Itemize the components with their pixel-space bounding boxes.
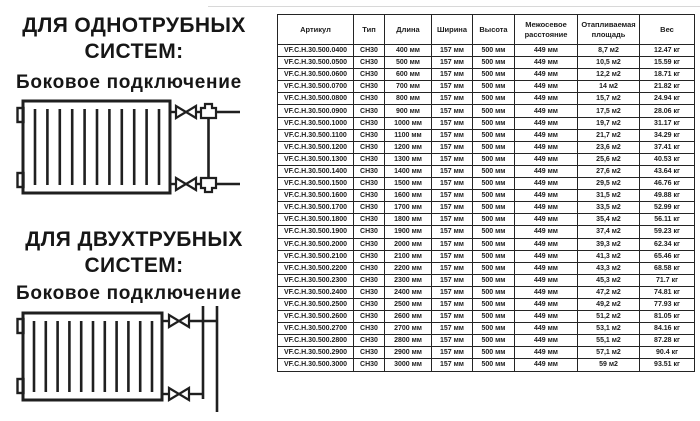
table-row (278, 129, 695, 141)
cell-heated-area: 45,3 м2 (578, 274, 640, 286)
table-row (278, 45, 695, 57)
cell-length: 1000 мм (385, 117, 432, 129)
cell-type: CH30 (354, 178, 385, 190)
cell-weight: 31.17 кг (640, 117, 695, 129)
cell-length: 800 мм (385, 93, 432, 105)
cell-axis-distance: 449 мм (515, 153, 578, 165)
cell-heated-area: 31,5 м2 (578, 190, 640, 202)
cell-height: 500 мм (473, 311, 515, 323)
cell-axis-distance: 449 мм (515, 274, 578, 286)
cell-heated-area: 12,2 м2 (578, 69, 640, 81)
cell-heated-area: 21,7 м2 (578, 129, 640, 141)
cell-type: CH30 (354, 57, 385, 69)
cell-article: VF.C.H.30.500.2900 (278, 347, 354, 359)
cell-axis-distance: 449 мм (515, 105, 578, 117)
cell-axis-distance: 449 мм (515, 45, 578, 57)
table-row (278, 311, 695, 323)
cell-height: 500 мм (473, 178, 515, 190)
table-row (278, 141, 695, 153)
table-row (278, 298, 695, 310)
cell-length: 2300 мм (385, 274, 432, 286)
cell-weight: 84.16 кг (640, 323, 695, 335)
cell-height: 500 мм (473, 165, 515, 177)
cell-width: 157 мм (432, 262, 473, 274)
cell-heated-area: 14 м2 (578, 81, 640, 93)
cell-length: 600 мм (385, 69, 432, 81)
cell-weight: 49.88 кг (640, 190, 695, 202)
cell-width: 157 мм (432, 226, 473, 238)
cell-width: 157 мм (432, 57, 473, 69)
table-row (278, 190, 695, 202)
cell-weight: 87.28 кг (640, 335, 695, 347)
cell-article: VF.C.H.30.500.1600 (278, 190, 354, 202)
cell-article: VF.C.H.30.500.0500 (278, 57, 354, 69)
cell-height: 500 мм (473, 93, 515, 105)
column-header-heated-area: Отапливаемая площадь (578, 15, 640, 45)
cell-height: 500 мм (473, 335, 515, 347)
two-pipe-diagram-svg (12, 304, 244, 416)
cell-height: 500 мм (473, 323, 515, 335)
cell-width: 157 мм (432, 335, 473, 347)
spec-table-container (277, 14, 694, 372)
cell-weight: 93.51 кг (640, 359, 695, 371)
cell-weight: 15.59 кг (640, 57, 695, 69)
cell-weight: 59.23 кг (640, 226, 695, 238)
cell-article: VF.C.H.30.500.0400 (278, 45, 354, 57)
cell-weight: 18.71 кг (640, 69, 695, 81)
cell-type: CH30 (354, 335, 385, 347)
cell-axis-distance: 449 мм (515, 202, 578, 214)
cell-height: 500 мм (473, 117, 515, 129)
cell-heated-area: 57,1 м2 (578, 347, 640, 359)
cell-axis-distance: 449 мм (515, 250, 578, 262)
cell-height: 500 мм (473, 81, 515, 93)
spec-table-body (278, 45, 695, 372)
cell-width: 157 мм (432, 178, 473, 190)
cell-weight: 43.64 кг (640, 165, 695, 177)
table-row (278, 93, 695, 105)
cell-heated-area: 59 м2 (578, 359, 640, 371)
cell-axis-distance: 449 мм (515, 286, 578, 298)
cell-article: VF.C.H.30.500.3000 (278, 359, 354, 371)
cell-width: 157 мм (432, 359, 473, 371)
table-row (278, 250, 695, 262)
cell-article: VF.C.H.30.500.1300 (278, 153, 354, 165)
table-row (278, 153, 695, 165)
section-title-single-pipe (0, 13, 268, 66)
cell-heated-area: 55,1 м2 (578, 335, 640, 347)
radiator-fins (35, 109, 159, 185)
section-subtitle-two-pipe: Боковое подключение (16, 283, 242, 304)
cell-height: 500 мм (473, 190, 515, 202)
cell-width: 157 мм (432, 81, 473, 93)
cell-heated-area: 17,5 м2 (578, 105, 640, 117)
cell-width: 157 мм (432, 105, 473, 117)
cell-type: CH30 (354, 202, 385, 214)
cell-height: 500 мм (473, 45, 515, 57)
cell-type: CH30 (354, 190, 385, 202)
cell-length: 1500 мм (385, 178, 432, 190)
cell-heated-area: 23,6 м2 (578, 141, 640, 153)
cell-height: 500 мм (473, 69, 515, 81)
cell-width: 157 мм (432, 298, 473, 310)
cell-axis-distance: 449 мм (515, 69, 578, 81)
cell-width: 157 мм (432, 347, 473, 359)
cell-article: VF.C.H.30.500.2600 (278, 311, 354, 323)
cell-axis-distance: 449 мм (515, 117, 578, 129)
cell-width: 157 мм (432, 274, 473, 286)
cell-heated-area: 41,3 м2 (578, 250, 640, 262)
radiator-left-tab-bottom (18, 173, 24, 187)
cell-weight: 74.81 кг (640, 286, 695, 298)
cell-height: 500 мм (473, 238, 515, 250)
cell-heated-area: 25,6 м2 (578, 153, 640, 165)
table-row (278, 69, 695, 81)
cell-width: 157 мм (432, 45, 473, 57)
table-row (278, 238, 695, 250)
cell-length: 900 мм (385, 105, 432, 117)
cell-weight: 21.82 кг (640, 81, 695, 93)
cell-width: 157 мм (432, 323, 473, 335)
cell-length: 2100 мм (385, 250, 432, 262)
section-title-line2: СИСТЕМ: (84, 254, 184, 278)
cell-type: CH30 (354, 81, 385, 93)
cell-weight: 65.46 кг (640, 250, 695, 262)
cell-article: VF.C.H.30.500.1400 (278, 165, 354, 177)
cell-heated-area: 33,5 м2 (578, 202, 640, 214)
cell-axis-distance: 449 мм (515, 165, 578, 177)
cell-height: 500 мм (473, 153, 515, 165)
table-row (278, 105, 695, 117)
cell-length: 2400 мм (385, 286, 432, 298)
cell-type: CH30 (354, 238, 385, 250)
cell-height: 500 мм (473, 347, 515, 359)
cell-width: 157 мм (432, 202, 473, 214)
cell-type: CH30 (354, 165, 385, 177)
cell-weight: 56.11 кг (640, 214, 695, 226)
cell-length: 2000 мм (385, 238, 432, 250)
cell-width: 157 мм (432, 69, 473, 81)
cell-weight: 40.53 кг (640, 153, 695, 165)
cell-axis-distance: 449 мм (515, 347, 578, 359)
cell-type: CH30 (354, 347, 385, 359)
cell-width: 157 мм (432, 117, 473, 129)
cell-axis-distance: 449 мм (515, 226, 578, 238)
cell-type: CH30 (354, 359, 385, 371)
cell-length: 1100 мм (385, 129, 432, 141)
cell-length: 2900 мм (385, 347, 432, 359)
cell-length: 400 мм (385, 45, 432, 57)
cell-heated-area: 19,7 м2 (578, 117, 640, 129)
cell-axis-distance: 449 мм (515, 93, 578, 105)
cell-width: 157 мм (432, 93, 473, 105)
column-header-length: Длина (385, 15, 432, 45)
cell-length: 1300 мм (385, 153, 432, 165)
divider-line (208, 6, 700, 7)
radiator-spec-table (277, 14, 695, 372)
cell-width: 157 мм (432, 190, 473, 202)
cell-article: VF.C.H.30.500.1000 (278, 117, 354, 129)
valve-icon-bottom (169, 388, 189, 400)
section-title-line2: СИСТЕМ: (84, 40, 184, 64)
cell-heated-area: 10,5 м2 (578, 57, 640, 69)
section-title-line1: ДЛЯ ДВУХТРУБНЫХ (25, 228, 243, 251)
column-header-height: Высота (473, 15, 515, 45)
cell-heated-area: 8,7 м2 (578, 45, 640, 57)
spec-table-head (278, 15, 695, 45)
cell-weight: 37.41 кг (640, 141, 695, 153)
cell-length: 700 мм (385, 81, 432, 93)
cell-heated-area: 39,3 м2 (578, 238, 640, 250)
cell-length: 3000 мм (385, 359, 432, 371)
table-row (278, 165, 695, 177)
column-header-axis-distance: Межосевое расстояние (515, 15, 578, 45)
table-row (278, 202, 695, 214)
cell-weight: 28.06 кг (640, 105, 695, 117)
cell-height: 500 мм (473, 226, 515, 238)
cell-height: 500 мм (473, 286, 515, 298)
cell-axis-distance: 449 мм (515, 238, 578, 250)
cell-axis-distance: 449 мм (515, 129, 578, 141)
cell-length: 1900 мм (385, 226, 432, 238)
table-row (278, 178, 695, 190)
table-row (278, 214, 695, 226)
cell-axis-distance: 449 мм (515, 57, 578, 69)
cell-type: CH30 (354, 226, 385, 238)
cell-article: VF.C.H.30.500.1800 (278, 214, 354, 226)
cell-article: VF.C.H.30.500.2700 (278, 323, 354, 335)
cell-length: 2500 мм (385, 298, 432, 310)
cell-height: 500 мм (473, 250, 515, 262)
cell-height: 500 мм (473, 214, 515, 226)
table-row (278, 262, 695, 274)
cell-article: VF.C.H.30.500.2200 (278, 262, 354, 274)
column-header-article: Артикул (278, 15, 354, 45)
radiator-left-tab-top (18, 319, 24, 333)
header-row (278, 15, 695, 45)
column-header-weight: Вес (640, 15, 695, 45)
cell-type: CH30 (354, 105, 385, 117)
cell-article: VF.C.H.30.500.0900 (278, 105, 354, 117)
radiator-left-tab-top (18, 108, 24, 122)
section-title-two-pipe (0, 227, 268, 280)
radiator-left-tab-bottom (18, 379, 24, 393)
cell-width: 157 мм (432, 129, 473, 141)
cell-width: 157 мм (432, 238, 473, 250)
table-row (278, 57, 695, 69)
cell-weight: 71.7 кг (640, 274, 695, 286)
table-row (278, 335, 695, 347)
cell-length: 2600 мм (385, 311, 432, 323)
cell-type: CH30 (354, 250, 385, 262)
valve-icon-top (176, 106, 196, 118)
cell-length: 2800 мм (385, 335, 432, 347)
cell-width: 157 мм (432, 165, 473, 177)
table-row (278, 323, 695, 335)
cell-weight: 68.58 кг (640, 262, 695, 274)
column-header-width: Ширина (432, 15, 473, 45)
cell-height: 500 мм (473, 129, 515, 141)
cell-height: 500 мм (473, 202, 515, 214)
cell-type: CH30 (354, 117, 385, 129)
table-row (278, 226, 695, 238)
table-row (278, 274, 695, 286)
cell-article: VF.C.H.30.500.1700 (278, 202, 354, 214)
cell-article: VF.C.H.30.500.0800 (278, 93, 354, 105)
table-row (278, 81, 695, 93)
cell-heated-area: 35,4 м2 (578, 214, 640, 226)
cell-article: VF.C.H.30.500.2400 (278, 286, 354, 298)
diagram-two-pipe-side-connection (12, 304, 244, 416)
cell-article: VF.C.H.30.500.2000 (278, 238, 354, 250)
cell-width: 157 мм (432, 286, 473, 298)
cell-length: 1400 мм (385, 165, 432, 177)
cell-height: 500 мм (473, 359, 515, 371)
cell-article: VF.C.H.30.500.2500 (278, 298, 354, 310)
cell-axis-distance: 449 мм (515, 81, 578, 93)
cell-weight: 24.94 кг (640, 93, 695, 105)
cell-height: 500 мм (473, 141, 515, 153)
cell-article: VF.C.H.30.500.1200 (278, 141, 354, 153)
cell-width: 157 мм (432, 311, 473, 323)
cell-article: VF.C.H.30.500.1900 (278, 226, 354, 238)
cell-axis-distance: 449 мм (515, 335, 578, 347)
cell-length: 500 мм (385, 57, 432, 69)
cell-axis-distance: 449 мм (515, 178, 578, 190)
valve-icon-bottom (176, 178, 196, 190)
cell-type: CH30 (354, 298, 385, 310)
cell-type: CH30 (354, 45, 385, 57)
cell-axis-distance: 449 мм (515, 262, 578, 274)
section-title-line1: ДЛЯ ОДНОТРУБНЫХ (22, 14, 246, 37)
cell-article: VF.C.H.30.500.2800 (278, 335, 354, 347)
cell-type: CH30 (354, 69, 385, 81)
cell-heated-area: 53,1 м2 (578, 323, 640, 335)
cell-type: CH30 (354, 93, 385, 105)
cell-height: 500 мм (473, 298, 515, 310)
cell-article: VF.C.H.30.500.1100 (278, 129, 354, 141)
cell-weight: 77.93 кг (640, 298, 695, 310)
cell-width: 157 мм (432, 250, 473, 262)
cell-heated-area: 15,7 м2 (578, 93, 640, 105)
column-header-type: Тип (354, 15, 385, 45)
radiator-fins (34, 321, 152, 392)
cell-article: VF.C.H.30.500.0700 (278, 81, 354, 93)
cell-weight: 62.34 кг (640, 238, 695, 250)
cell-article: VF.C.H.30.500.2100 (278, 250, 354, 262)
cell-height: 500 мм (473, 57, 515, 69)
cell-length: 1700 мм (385, 202, 432, 214)
cell-height: 500 мм (473, 274, 515, 286)
cell-type: CH30 (354, 274, 385, 286)
single-pipe-diagram-svg (12, 97, 244, 199)
cell-weight: 12.47 кг (640, 45, 695, 57)
cell-article: VF.C.H.30.500.1500 (278, 178, 354, 190)
cell-type: CH30 (354, 323, 385, 335)
cell-axis-distance: 449 мм (515, 214, 578, 226)
cell-heated-area: 49,2 м2 (578, 298, 640, 310)
cell-length: 2200 мм (385, 262, 432, 274)
tee-fitting-top (201, 104, 216, 118)
cell-height: 500 мм (473, 105, 515, 117)
table-row (278, 359, 695, 371)
cell-article: VF.C.H.30.500.0600 (278, 69, 354, 81)
cell-axis-distance: 449 мм (515, 311, 578, 323)
cell-type: CH30 (354, 141, 385, 153)
valve-icon-top (169, 315, 189, 327)
cell-heated-area: 37,4 м2 (578, 226, 640, 238)
cell-weight: 46.76 кг (640, 178, 695, 190)
cell-length: 2700 мм (385, 323, 432, 335)
cell-type: CH30 (354, 129, 385, 141)
section-subtitle-single-pipe: Боковое подключение (16, 72, 242, 93)
cell-heated-area: 51,2 м2 (578, 311, 640, 323)
cell-weight: 90.4 кг (640, 347, 695, 359)
cell-heated-area: 29,5 м2 (578, 178, 640, 190)
cell-type: CH30 (354, 214, 385, 226)
cell-type: CH30 (354, 262, 385, 274)
cell-width: 157 мм (432, 141, 473, 153)
table-row (278, 347, 695, 359)
cell-heated-area: 47,2 м2 (578, 286, 640, 298)
cell-weight: 52.99 кг (640, 202, 695, 214)
cell-heated-area: 43,3 м2 (578, 262, 640, 274)
cell-width: 157 мм (432, 214, 473, 226)
table-row (278, 286, 695, 298)
cell-article: VF.C.H.30.500.2300 (278, 274, 354, 286)
tee-fitting-bottom (201, 178, 216, 192)
cell-axis-distance: 449 мм (515, 141, 578, 153)
cell-weight: 34.29 кг (640, 129, 695, 141)
cell-width: 157 мм (432, 153, 473, 165)
cell-length: 1800 мм (385, 214, 432, 226)
cell-axis-distance: 449 мм (515, 323, 578, 335)
cell-length: 1600 мм (385, 190, 432, 202)
cell-type: CH30 (354, 311, 385, 323)
cell-height: 500 мм (473, 262, 515, 274)
cell-type: CH30 (354, 286, 385, 298)
cell-type: CH30 (354, 153, 385, 165)
diagram-single-pipe-side-connection (12, 97, 244, 199)
table-row (278, 117, 695, 129)
cell-weight: 81.05 кг (640, 311, 695, 323)
cell-length: 1200 мм (385, 141, 432, 153)
cell-heated-area: 27,6 м2 (578, 165, 640, 177)
cell-axis-distance: 449 мм (515, 190, 578, 202)
cell-axis-distance: 449 мм (515, 359, 578, 371)
cell-axis-distance: 449 мм (515, 298, 578, 310)
